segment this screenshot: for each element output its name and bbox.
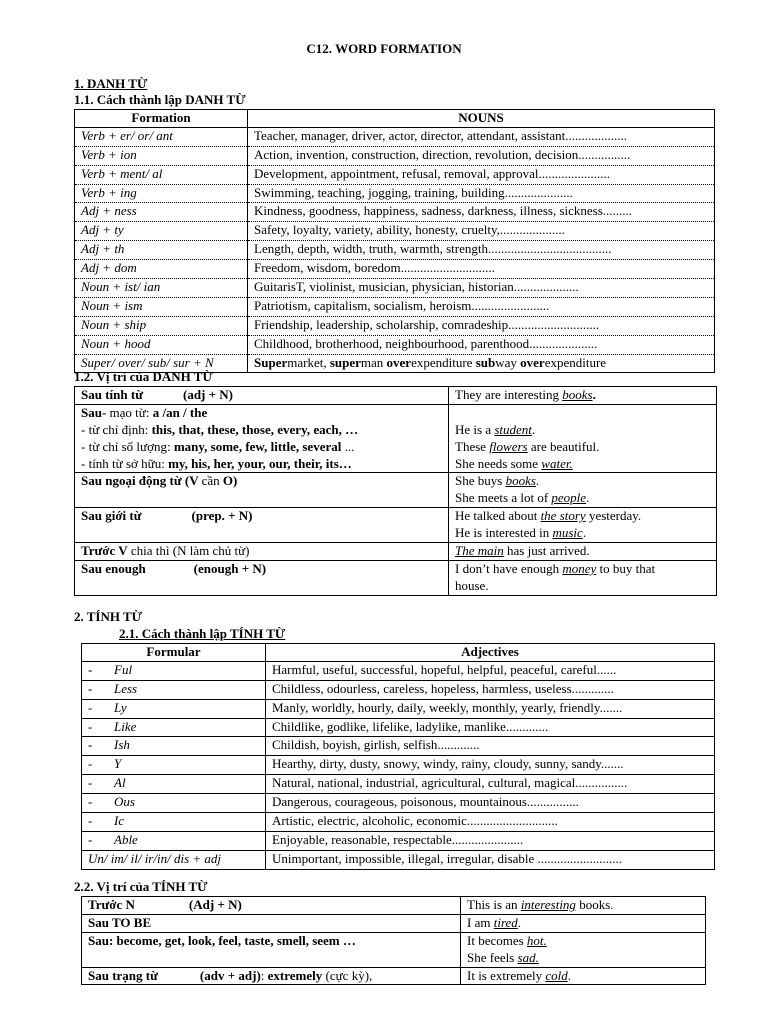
page-title: C12. WORD FORMATION bbox=[306, 41, 462, 56]
suffix-cell: - Ic bbox=[82, 813, 266, 832]
formation-cell: Noun + hood bbox=[75, 335, 248, 354]
table-row: Trước V chia thì (N làm chủ từ) The main has just arrived. bbox=[75, 543, 717, 561]
subheading-noun-formation: 1.1. Cách thành lập DANH TỪ bbox=[74, 92, 246, 107]
nouns-cell: Childhood, brotherhood, neighbourhood, parenthood..................... bbox=[248, 335, 715, 354]
table-row bbox=[75, 146, 715, 165]
table-row bbox=[82, 699, 715, 718]
table-row bbox=[82, 794, 715, 813]
suffix-cell: - Ful bbox=[82, 661, 266, 680]
suffix-cell: - Like bbox=[82, 718, 266, 737]
table-row: Sau ngoại động từ (V cần O) She buys books. She meets a lot of people. bbox=[75, 473, 717, 508]
column-header: NOUNS bbox=[248, 110, 715, 128]
subheading-noun-position: 1.2. Vị trí của DANH TỪ bbox=[74, 369, 213, 384]
formation-cell: Super/ over/ sub/ sur + N bbox=[75, 354, 248, 373]
table-row bbox=[82, 680, 715, 699]
table-row bbox=[75, 165, 715, 184]
nouns-cell: Safety, loyalty, variety, ability, honesty, cruelty,.................... bbox=[248, 222, 715, 241]
nouns-cell: Length, depth, width, truth, warmth, strength...................................... bbox=[248, 241, 715, 260]
nouns-cell: Supermarket, superman overexpenditure subway overexpenditure bbox=[248, 354, 715, 373]
column-header: Adjectives bbox=[266, 644, 715, 662]
table-row bbox=[75, 222, 715, 241]
table-row bbox=[82, 831, 715, 850]
table-row bbox=[82, 718, 715, 737]
subheading-adjective-position: 2.2. Vị trí của TÍNH TỪ bbox=[74, 879, 208, 894]
suffix-cell: - Less bbox=[82, 680, 266, 699]
subheading-adjective-formation: 2.1. Cách thành lập TÍNH TỪ bbox=[119, 626, 286, 641]
nouns-cell: Development, appointment, refusal, removal, approval...................... bbox=[248, 165, 715, 184]
noun-position-table bbox=[74, 386, 717, 596]
bullet-dash: - bbox=[88, 813, 93, 829]
column-header: Formular bbox=[82, 644, 266, 662]
nouns-cell: Patriotism, capitalism, socialism, heroism........................ bbox=[248, 297, 715, 316]
column-header: Formation bbox=[75, 110, 248, 128]
adjectives-cell: Manly, worldly, hourly, daily, weekly, monthly, yearly, friendly....... bbox=[266, 699, 715, 718]
bullet-dash: - bbox=[88, 699, 93, 715]
table-row bbox=[82, 813, 715, 832]
bullet-dash: - bbox=[88, 756, 93, 772]
table-row bbox=[75, 203, 715, 222]
section-heading-nouns: 1. DANH TỪ bbox=[74, 76, 148, 91]
table-header-row bbox=[75, 110, 715, 128]
bullet-dash: - bbox=[88, 794, 93, 810]
table-row: Sau TO BE I am tired. bbox=[82, 914, 706, 932]
nouns-cell: Freedom, wisdom, boredom............................. bbox=[248, 260, 715, 279]
table-row: Sau giới từ (prep. + N) He talked about the story yesterday. He is interested in music. bbox=[75, 508, 717, 543]
bullet-dash: - bbox=[88, 737, 93, 753]
table-row: Sau enough (enough + N) I don’t have enough money to buy that house. bbox=[75, 560, 717, 595]
bullet-dash: - bbox=[88, 718, 93, 734]
adjectives-cell: Hearthy, dirty, dusty, snowy, windy, rainy, cloudy, sunny, sandy....... bbox=[266, 756, 715, 775]
bullet-dash: - bbox=[88, 661, 93, 677]
suffix-cell: - Ly bbox=[82, 699, 266, 718]
section-heading-adjectives: 2. TÍNH TỪ bbox=[74, 609, 143, 624]
nouns-cell: Friendship, leadership, scholarship, comradeship............................ bbox=[248, 316, 715, 335]
formation-cell: Adj + ness bbox=[75, 203, 248, 222]
adjectives-cell: Enjoyable, reasonable, respectable...................... bbox=[266, 831, 715, 850]
adjective-position-table bbox=[81, 896, 706, 985]
adjective-formation-table bbox=[81, 643, 715, 870]
formation-cell: Verb + ment/ al bbox=[75, 165, 248, 184]
table-row: Un/ im/ il/ ir/in/ dis + adj Unimportant, impossible, illegal, irregular, disable .......................... bbox=[82, 850, 715, 869]
nouns-cell: Teacher, manager, driver, actor, director, attendant, assistant................... bbox=[248, 127, 715, 146]
table-header-row bbox=[82, 644, 715, 662]
table-row bbox=[82, 661, 715, 680]
table-row: Sau- mạo từ: a /an / the - từ chỉ định: this, that, these, those, every, each, … - từ chỉ số lượng: many, some, few, little, several ... - tính từ sở hữu: my, his, her, your, our, their, its… He is a student. These flowers are beautiful. She needs some water. bbox=[75, 404, 717, 473]
table-row bbox=[75, 184, 715, 203]
nouns-cell: Swimming, teaching, jogging, training, building..................... bbox=[248, 184, 715, 203]
nouns-cell: Kindness, goodness, happiness, sadness, darkness, illness, sickness......... bbox=[248, 203, 715, 222]
nouns-cell: Action, invention, construction, direction, revolution, decision................ bbox=[248, 146, 715, 165]
formation-cell: Verb + ion bbox=[75, 146, 248, 165]
adjectives-cell: Dangerous, courageous, poisonous, mountainous................ bbox=[266, 794, 715, 813]
suffix-cell: - Y bbox=[82, 756, 266, 775]
suffix-cell: - Al bbox=[82, 775, 266, 794]
bullet-dash: - bbox=[88, 680, 93, 696]
suffix-cell: - Ous bbox=[82, 794, 266, 813]
formation-cell: Verb + er/ or/ ant bbox=[75, 127, 248, 146]
nouns-cell: GuitarisT, violinist, musician, physician, historian.................... bbox=[248, 279, 715, 298]
formation-cell: Noun + ist/ ian bbox=[75, 279, 248, 298]
table-row bbox=[82, 775, 715, 794]
noun-formation-table bbox=[74, 109, 715, 373]
suffix-cell: - Ish bbox=[82, 737, 266, 756]
adjectives-cell: Childlike, godlike, lifelike, ladylike, manlike............. bbox=[266, 718, 715, 737]
table-row bbox=[75, 316, 715, 335]
table-row: Sau trạng từ (adv + adj): extremely (cực kỳ), It is extremely cold. bbox=[82, 967, 706, 985]
adjectives-cell: Childless, odourless, careless, hopeless, harmless, useless............. bbox=[266, 680, 715, 699]
formation-cell: Verb + ing bbox=[75, 184, 248, 203]
bullet-dash: - bbox=[88, 831, 93, 847]
table-row bbox=[75, 260, 715, 279]
formation-cell: Adj + ty bbox=[75, 222, 248, 241]
table-row bbox=[75, 241, 715, 260]
table-row: Trước N (Adj + N) This is an interesting books. bbox=[82, 897, 706, 915]
adjectives-cell: Childish, boyish, girlish, selfish............. bbox=[266, 737, 715, 756]
table-row bbox=[75, 335, 715, 354]
adjectives-cell: Harmful, useful, successful, hopeful, helpful, peaceful, careful...... bbox=[266, 661, 715, 680]
table-row bbox=[75, 279, 715, 298]
suffix-cell: - Able bbox=[82, 831, 266, 850]
table-row: Sau tính từ (adj + N) They are interesting books. bbox=[75, 387, 717, 405]
table-row bbox=[82, 756, 715, 775]
formation-cell: Noun + ship bbox=[75, 316, 248, 335]
table-row: Sau: become, get, look, feel, taste, smell, seem … It becomes hot. She feels sad. bbox=[82, 932, 706, 967]
table-row bbox=[82, 737, 715, 756]
table-row bbox=[75, 127, 715, 146]
adjectives-cell: Artistic, electric, alcoholic, economic............................ bbox=[266, 813, 715, 832]
formation-cell: Noun + ism bbox=[75, 297, 248, 316]
adjectives-cell: Natural, national, industrial, agricultural, cultural, magical................ bbox=[266, 775, 715, 794]
formation-cell: Adj + th bbox=[75, 241, 248, 260]
formation-cell: Adj + dom bbox=[75, 260, 248, 279]
bullet-dash: - bbox=[88, 775, 93, 791]
table-row bbox=[75, 297, 715, 316]
